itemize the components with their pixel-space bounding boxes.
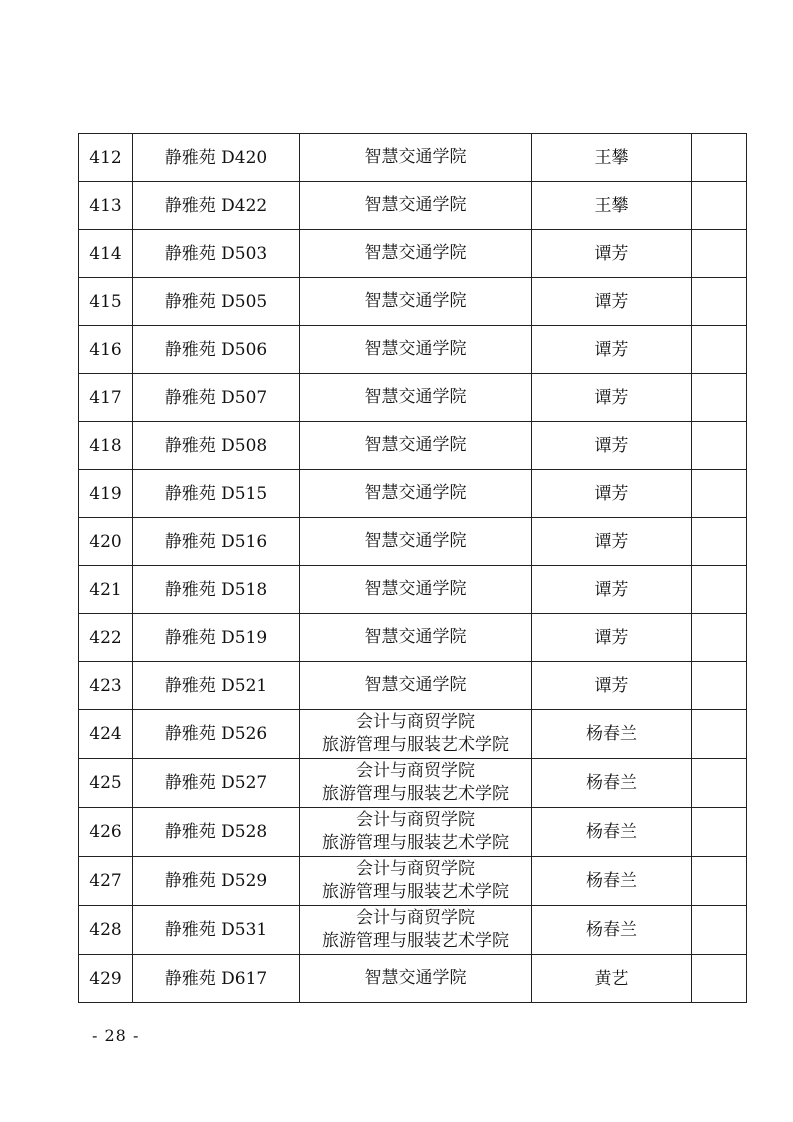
room-cell: 静雅苑 D515 (133, 470, 300, 518)
row-number-cell: 424 (79, 710, 133, 759)
row-number-cell: 421 (79, 566, 133, 614)
room-cell: 静雅苑 D519 (133, 614, 300, 662)
row-number-cell: 420 (79, 518, 133, 566)
person-cell: 谭芳 (532, 230, 692, 278)
college-name: 智慧交通学院 (364, 531, 467, 551)
college-cell (300, 422, 532, 470)
table-body (79, 134, 747, 1003)
table-row (79, 662, 747, 710)
college-cell (300, 518, 532, 566)
table-row (79, 134, 747, 182)
college-name: 智慧交通学院 (364, 387, 467, 407)
person-cell: 杨春兰 (532, 759, 692, 808)
room-cell: 静雅苑 D516 (133, 518, 300, 566)
room-cell: 静雅苑 D422 (133, 182, 300, 230)
room-cell: 静雅苑 D531 (133, 906, 300, 955)
college-name: 智慧交通学院 (364, 435, 467, 455)
row-number-cell: 417 (79, 374, 133, 422)
note-cell (692, 808, 747, 857)
college-name: 会计与商贸学院 (356, 859, 475, 879)
row-number-cell: 415 (79, 278, 133, 326)
room-cell: 静雅苑 D420 (133, 134, 300, 182)
table-row (79, 230, 747, 278)
note-cell (692, 662, 747, 710)
table-row (79, 518, 747, 566)
row-number-cell: 428 (79, 906, 133, 955)
row-number-cell: 416 (79, 326, 133, 374)
college-name: 旅游管理与服装艺术学院 (322, 784, 509, 804)
college-cell (300, 470, 532, 518)
person-cell: 王攀 (532, 134, 692, 182)
person-cell: 谭芳 (532, 518, 692, 566)
row-number-cell: 414 (79, 230, 133, 278)
table-row (79, 614, 747, 662)
table-row (79, 710, 747, 759)
college-name: 智慧交通学院 (364, 483, 467, 503)
person-cell: 谭芳 (532, 614, 692, 662)
college-name: 旅游管理与服装艺术学院 (322, 931, 509, 951)
note-cell (692, 326, 747, 374)
table-row (79, 278, 747, 326)
room-cell: 静雅苑 D507 (133, 374, 300, 422)
person-cell: 杨春兰 (532, 857, 692, 906)
room-cell: 静雅苑 D506 (133, 326, 300, 374)
college-cell (300, 857, 532, 906)
note-cell (692, 518, 747, 566)
table-row (79, 808, 747, 857)
college-name: 智慧交通学院 (364, 195, 467, 215)
table-row (79, 374, 747, 422)
room-cell: 静雅苑 D521 (133, 662, 300, 710)
row-number-cell: 426 (79, 808, 133, 857)
person-cell: 谭芳 (532, 662, 692, 710)
college-name: 智慧交通学院 (364, 627, 467, 647)
table-row (79, 470, 747, 518)
person-cell: 杨春兰 (532, 808, 692, 857)
college-cell (300, 614, 532, 662)
room-cell: 静雅苑 D526 (133, 710, 300, 759)
note-cell (692, 614, 747, 662)
note-cell (692, 710, 747, 759)
college-cell (300, 808, 532, 857)
person-cell: 杨春兰 (532, 906, 692, 955)
table-row (79, 906, 747, 955)
college-cell (300, 182, 532, 230)
college-name: 智慧交通学院 (364, 675, 467, 695)
note-cell (692, 422, 747, 470)
table-row (79, 857, 747, 906)
room-cell: 静雅苑 D528 (133, 808, 300, 857)
room-cell: 静雅苑 D617 (133, 955, 300, 1003)
person-cell: 黄艺 (532, 955, 692, 1003)
college-name: 智慧交通学院 (364, 147, 467, 167)
person-cell: 杨春兰 (532, 710, 692, 759)
room-cell: 静雅苑 D505 (133, 278, 300, 326)
college-cell (300, 906, 532, 955)
person-cell: 谭芳 (532, 278, 692, 326)
college-cell (300, 278, 532, 326)
note-cell (692, 230, 747, 278)
row-number-cell: 412 (79, 134, 133, 182)
person-cell: 谭芳 (532, 326, 692, 374)
person-cell: 王攀 (532, 182, 692, 230)
table-row (79, 759, 747, 808)
note-cell (692, 134, 747, 182)
note-cell (692, 759, 747, 808)
row-number-cell: 427 (79, 857, 133, 906)
row-number-cell: 429 (79, 955, 133, 1003)
note-cell (692, 566, 747, 614)
note-cell (692, 955, 747, 1003)
room-cell: 静雅苑 D503 (133, 230, 300, 278)
college-name: 会计与商贸学院 (356, 761, 475, 781)
college-name: 会计与商贸学院 (356, 908, 475, 928)
college-name: 智慧交通学院 (364, 291, 467, 311)
row-number-cell: 423 (79, 662, 133, 710)
room-cell: 静雅苑 D527 (133, 759, 300, 808)
college-name: 智慧交通学院 (364, 339, 467, 359)
person-cell: 谭芳 (532, 374, 692, 422)
college-cell (300, 326, 532, 374)
college-cell (300, 374, 532, 422)
room-cell: 静雅苑 D518 (133, 566, 300, 614)
note-cell (692, 374, 747, 422)
table-row (79, 422, 747, 470)
table-row (79, 326, 747, 374)
college-name: 旅游管理与服装艺术学院 (322, 833, 509, 853)
college-name: 智慧交通学院 (364, 579, 467, 599)
person-cell: 谭芳 (532, 470, 692, 518)
college-name: 旅游管理与服装艺术学院 (322, 735, 509, 755)
table-row (79, 955, 747, 1003)
note-cell (692, 470, 747, 518)
note-cell (692, 182, 747, 230)
page-number: - 28 - (92, 1026, 140, 1045)
row-number-cell: 419 (79, 470, 133, 518)
college-cell (300, 230, 532, 278)
college-cell (300, 134, 532, 182)
note-cell (692, 906, 747, 955)
row-number-cell: 422 (79, 614, 133, 662)
row-number-cell: 413 (79, 182, 133, 230)
college-name: 旅游管理与服装艺术学院 (322, 882, 509, 902)
college-name: 智慧交通学院 (364, 243, 467, 263)
college-name: 智慧交通学院 (364, 968, 467, 988)
person-cell: 谭芳 (532, 422, 692, 470)
college-cell (300, 759, 532, 808)
table-row (79, 182, 747, 230)
room-cell: 静雅苑 D529 (133, 857, 300, 906)
note-cell (692, 857, 747, 906)
college-name: 会计与商贸学院 (356, 712, 475, 732)
row-number-cell: 418 (79, 422, 133, 470)
college-name: 会计与商贸学院 (356, 810, 475, 830)
college-cell (300, 566, 532, 614)
person-cell: 谭芳 (532, 566, 692, 614)
college-cell (300, 662, 532, 710)
note-cell (692, 278, 747, 326)
table-row (79, 566, 747, 614)
row-number-cell: 425 (79, 759, 133, 808)
college-cell (300, 710, 532, 759)
college-cell (300, 955, 532, 1003)
dormitory-table (78, 133, 747, 1003)
room-cell: 静雅苑 D508 (133, 422, 300, 470)
